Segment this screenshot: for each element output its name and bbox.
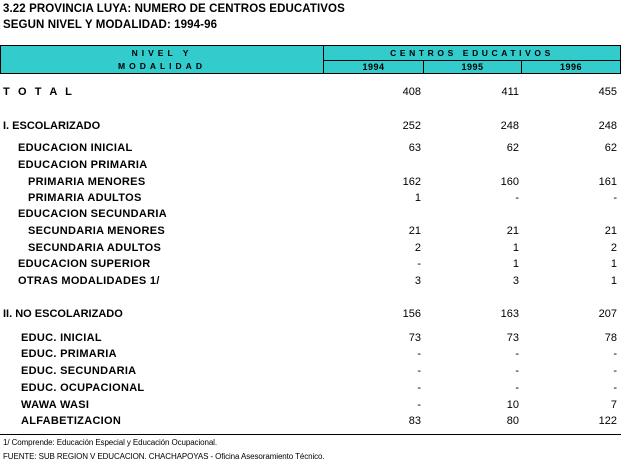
table-row <box>0 225 621 241</box>
cell-1996: 62 <box>604 142 617 154</box>
header-year-label: 1994 <box>362 62 385 72</box>
footnote: 1/ Comprende: Educación Especial y Educación Ocupacional. <box>3 438 217 447</box>
table-row <box>0 258 621 274</box>
cell-1994: - <box>417 258 421 270</box>
cell-1996: - <box>613 348 617 360</box>
cell-1994: 252 <box>402 120 421 132</box>
header-modalidad-label: MODALIDAD <box>118 61 206 71</box>
page-title: 3.22 PROVINCIA LUYA: NUMERO DE CENTROS EDUCATIVOS <box>3 3 345 15</box>
cell-1994: - <box>417 399 421 411</box>
table-row <box>0 415 621 431</box>
header-nivel-label: NIVEL Y <box>131 48 193 58</box>
cell-1994: 1 <box>414 192 421 204</box>
table-row <box>0 192 621 208</box>
table-row <box>0 332 621 348</box>
cell-1996: 1 <box>610 275 617 287</box>
cell-1995: 411 <box>501 86 519 98</box>
cell-1995: 21 <box>506 225 519 237</box>
header-year-label: 1995 <box>461 62 484 72</box>
cell-1995: 80 <box>506 415 519 427</box>
cell-1995: - <box>515 348 519 360</box>
table-row <box>0 208 621 224</box>
cell-1996: - <box>613 192 617 204</box>
cell-1994: 21 <box>408 225 421 237</box>
cell-1996: 248 <box>598 120 617 132</box>
cell-1995: 10 <box>506 399 519 411</box>
row-label: OTRAS MODALIDADES 1/ <box>18 275 160 287</box>
row-label: I. ESCOLARIZADO <box>3 120 101 132</box>
cell-1994: - <box>417 365 421 377</box>
table-row <box>0 275 621 291</box>
cell-1994: 83 <box>408 415 421 427</box>
cell-1995: - <box>515 382 519 394</box>
cell-1996: 7 <box>610 399 617 411</box>
cell-1994: 3 <box>414 275 421 287</box>
cell-1995: 160 <box>500 176 519 188</box>
cell-1996: 161 <box>598 176 617 188</box>
row-label: EDUCACION SUPERIOR <box>18 258 151 270</box>
table-row-total <box>0 86 621 102</box>
cell-1994: 162 <box>402 176 421 188</box>
cell-1996: 122 <box>598 415 617 427</box>
row-label: SECUNDARIA ADULTOS <box>28 242 162 254</box>
cell-1995: 73 <box>506 332 519 344</box>
cell-1994: - <box>417 348 421 360</box>
header-year-1994 <box>324 60 424 74</box>
cell-1995: 163 <box>500 308 519 320</box>
row-label: WAWA WASI <box>21 399 90 411</box>
cell-1995: 248 <box>500 120 519 132</box>
table-row <box>0 176 621 192</box>
table-row <box>0 120 621 136</box>
table-row <box>0 399 621 415</box>
footer-divider <box>0 434 621 435</box>
cell-1995: 62 <box>506 142 519 154</box>
header-year-label: 1996 <box>559 62 583 72</box>
cell-1995: 3 <box>512 275 519 287</box>
row-label: EDUC. INICIAL <box>21 332 102 344</box>
cell-1994: 408 <box>402 86 421 98</box>
page-subtitle: SEGUN NIVEL Y MODALIDAD: 1994-96 <box>3 19 218 31</box>
row-label: EDUC. SECUNDARIA <box>21 365 137 377</box>
cell-1996: 207 <box>598 308 617 320</box>
table-row <box>0 142 621 158</box>
header-centros-label: CENTROS EDUCATIVOS <box>390 48 554 58</box>
cell-1994: 156 <box>402 308 421 320</box>
cell-1996: 1 <box>610 258 617 270</box>
row-label: II. NO ESCOLARIZADO <box>3 308 123 320</box>
source-note: FUENTE: SUB REGION V EDUCACION. CHACHAPOYAS - Oficina Asesoramiento Técnico. <box>3 452 325 461</box>
header-centros-educativos <box>324 45 621 61</box>
row-label: SECUNDARIA MENORES <box>28 225 166 237</box>
header-year-1995 <box>424 60 522 74</box>
row-label: T O T A L <box>3 86 75 98</box>
cell-1996: 2 <box>610 242 617 254</box>
row-label: PRIMARIA ADULTOS <box>28 192 142 204</box>
cell-1995: - <box>515 365 519 377</box>
header-year-1996 <box>522 60 621 74</box>
cell-1994: 73 <box>408 332 421 344</box>
row-label: ALFABETIZACION <box>21 415 122 427</box>
cell-1994: - <box>417 382 421 394</box>
row-label: EDUCACION INICIAL <box>18 142 133 154</box>
header-nivel-modalidad <box>0 45 324 74</box>
row-label: EDUCACION SECUNDARIA <box>18 208 168 220</box>
cell-1995: 1 <box>512 258 519 270</box>
table-row <box>0 348 621 364</box>
cell-1995: 1 <box>512 242 519 254</box>
row-label: EDUC. PRIMARIA <box>21 348 117 360</box>
table-row <box>0 365 621 381</box>
cell-1996: 455 <box>598 86 617 98</box>
cell-1996: - <box>613 382 617 394</box>
row-label: EDUC. OCUPACIONAL <box>21 382 145 394</box>
table-row <box>0 382 621 398</box>
table-row <box>0 159 621 175</box>
row-label: EDUCACION PRIMARIA <box>18 159 148 171</box>
cell-1996: 21 <box>604 225 617 237</box>
cell-1996: - <box>613 365 617 377</box>
row-label: PRIMARIA MENORES <box>28 176 146 188</box>
cell-1996: 78 <box>604 332 617 344</box>
table-row <box>0 308 621 324</box>
cell-1994: 2 <box>414 242 421 254</box>
table-row <box>0 242 621 258</box>
cell-1995: - <box>515 192 519 204</box>
cell-1994: 63 <box>408 142 421 154</box>
